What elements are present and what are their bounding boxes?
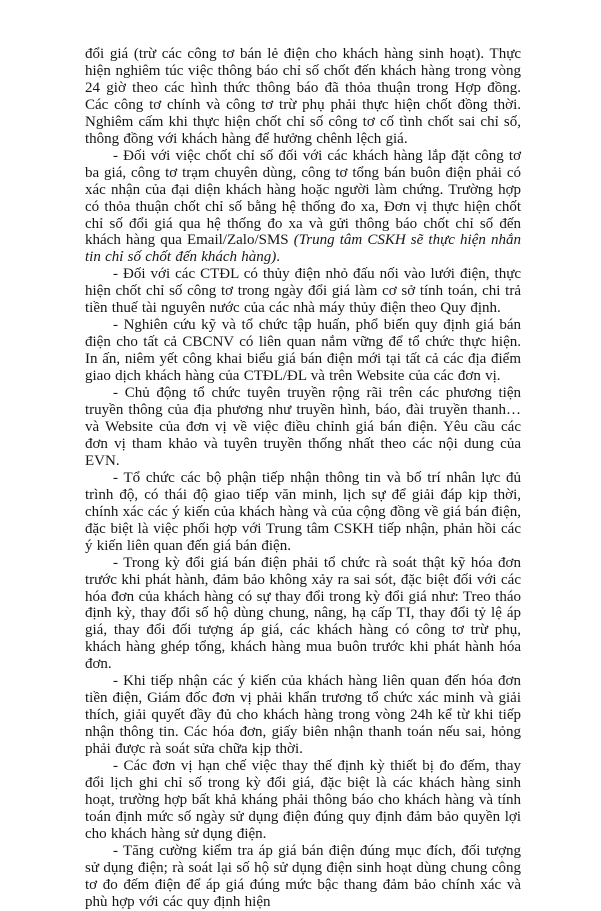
paragraph <box>85 266 521 317</box>
paragraph <box>85 758 521 843</box>
italic-text-run: (Trung tâm CSKH sẽ thực hiện nhắn tin chỉ số chốt đến khách hàng) <box>85 232 521 266</box>
text-run: - Chủ động tổ chức tuyên truyền rộng rãi trên các phương tiện truyền thông của địa phương như truyền hình, báo, đài truyền thanh…và Website của đơn vị về việc điều chỉnh giá bán điện. Yêu cầu các đơn vị tham khảo và tuyên truyền thống nhất theo các nội dung của EVN. <box>85 385 521 469</box>
text-run: - Đối với các CTĐL có thủy điện nhỏ đấu nối vào lưới điện, thực hiện chốt chỉ số công tơ trong ngày đổi giá làm cơ sở tính toán, chi trả tiền thuế tài nguyên nước của các nhà máy thủy điện theo Quy định. <box>85 266 521 317</box>
text-run: . <box>276 249 281 266</box>
text-run: - Nghiên cứu kỹ và tổ chức tập huấn, phổ biến quy định giá bán điện cho tất cả CBCNV có liên quan nắm vững để tổ chức thực hiện. In ấn, niêm yết công khai biểu giá bán điện mới tại tất cả các địa điểm giao dịch khách hàng của CTĐL/ĐL và trên Website của các đơn vị. <box>85 317 521 385</box>
text-run: - Tăng cường kiểm tra áp giá bán điện đúng mục đích, đối tượng sử dụng điện; rà soát lại số hộ sử dụng điện sinh hoạt dùng chung công tơ đo đếm điện để áp giá đúng mức bậc thang đảm bảo chính xác và phù hợp với các quy định hiện <box>85 842 521 910</box>
text-run: - Các đơn vị hạn chế việc thay thế định kỳ thiết bị đo đếm, thay đổi lịch ghi chỉ số trong kỳ đổi giá, đặc biệt là các khách hàng sinh hoạt, trường hợp bất khả kháng phải thông báo cho khách hàng và tính toán định mức số ngày sử dụng điện đúng quy định đảm bảo quyền lợi cho khách hàng sử dụng điện. <box>85 758 521 842</box>
paragraph <box>85 555 521 674</box>
paragraph <box>85 148 521 267</box>
paragraph <box>85 673 521 758</box>
paragraph <box>85 46 521 148</box>
text-run: đổi giá (trừ các công tơ bán lẻ điện cho khách hàng sinh hoạt). Thực hiện nghiêm túc việc thông báo chỉ số chốt đến khách hàng trong vòng 24 giờ theo các hình thức thông báo đã thỏa thuận trong Hợp đồng. Các công tơ chính và công tơ trừ phụ phải thực hiện chốt đồng thời. Nghiêm cấm khi thực hiện chốt chỉ số công tơ cố tình chốt sai chỉ số, thông đồng với khách hàng để hưởng chênh lệch giá. <box>85 46 521 147</box>
text-run: - Tổ chức các bộ phận tiếp nhận thông tin và bố trí nhân lực đủ trình độ, có thái độ giao tiếp văn minh, lịch sự để giải đáp kịp thời, chính xác các ý kiến của khách hàng và của cộng đồng về giá bán điện, đặc biệt là việc phối hợp với Trung tâm CSKH tiếp nhận, phản hồi các ý kiến liên quan đến giá bán điện. <box>85 469 521 554</box>
paragraph <box>85 317 521 385</box>
text-run: - Đối với việc chốt chỉ số đối với các khách hàng lắp đặt công tơ ba giá, công tơ trạm chuyên dùng, công tơ tổng bán buôn điện phải có xác nhận của đại diện khách hàng hoặc người làm chứng. Trường hợp có thỏa thuận chốt chỉ số bằng hệ thống đo xa, Đơn vị thực hiện chốt chỉ số đổi giá qua hệ thống đo xa và gửi thông báo chốt chỉ số đến khách hàng qua Email/Zalo/SMS <box>85 147 521 249</box>
text-run: - Khi tiếp nhận các ý kiến của khách hàng liên quan đến hóa đơn tiền điện, Giám đốc đơn vị phải khẩn trương tổ chức xác minh và giải thích, giải quyết đầy đủ cho khách hàng trong vòng 24h kể từ khi tiếp nhận thông tin. Các hóa đơn, giấy biên nhận thanh toán nếu sai, hỏng phải được rà soát sửa chữa kịp thời. <box>85 673 521 758</box>
paragraph <box>85 843 521 911</box>
paragraph <box>85 385 521 470</box>
paragraph <box>85 470 521 555</box>
text-run: - Trong kỳ đổi giá bán điện phải tổ chức rà soát thật kỹ hóa đơn trước khi phát hành, đảm bảo không xảy ra sai sót, đặc biệt đối với các hóa đơn của khách hàng có sự thay đổi trong kỳ đổi giá như: Treo tháo định kỳ, thay đổi số hộ dùng chung, nâng, hạ cấp TI, thay đổi tỷ lệ áp giá, thay đổi đối tượng áp giá, các khách hàng có công tơ trừ phụ, khách hàng ghép tổng, khách hàng mua buôn trước khi phát hành hóa đơn. <box>85 554 521 673</box>
